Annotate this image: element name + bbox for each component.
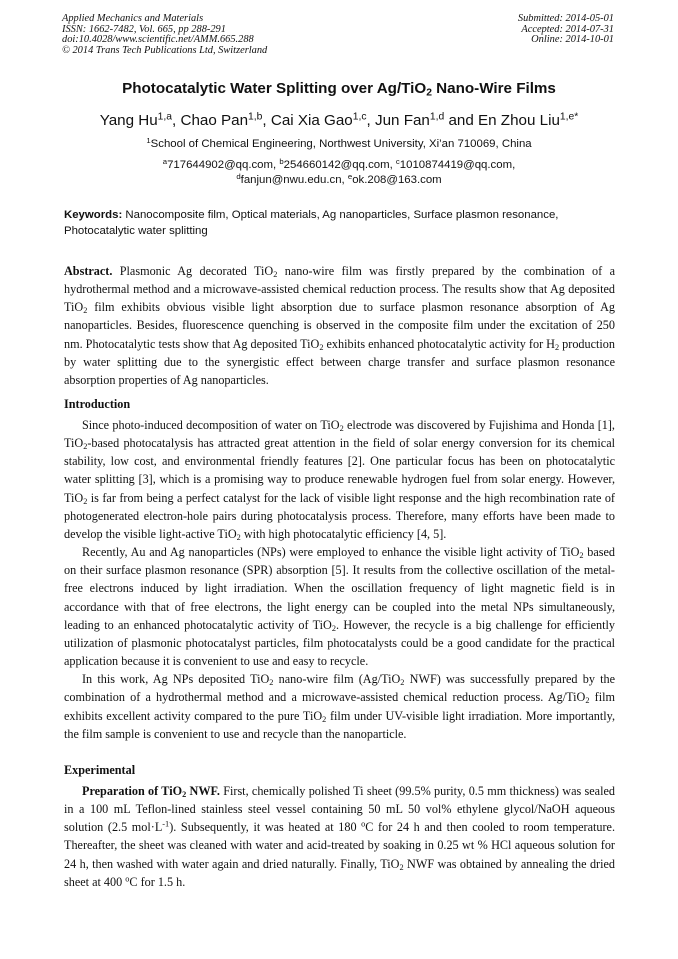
author-name: Cai Xia Gao [270,112,353,129]
author-name: Yang Hu [99,112,158,129]
introduction-paragraph: Since photo-induced decomposition of water on TiO$_2$ electrode was discovered by Fujishima and Honda [1], TiO$_2$-based photocatalysis has attracted great attention in the field of solar energy conversion for its chemical stability, low cost, and environmental friendly features [2]. One particular focus has been on photocatalytic water splitting [3], which is a promising way to produce renewable hydrogen fuel from solar energy. However, TiO$_2$ is far from being a perfect catalyst for the lack of visible light response and the high recombination rate of photogenerated electron-hole pairs during photocatalysis process. Therefore, many efforts have been made to develop the visible light-active TiO$_2$ with high photocatalytic efficiency [4, 5]. [64,418,615,542]
author-name: En Zhou Liu [478,112,560,129]
affiliation: $^1$School of Chemical Engineering, Northwest University, Xi’an 710069, China [146,135,532,150]
experimental-heading: Experimental [64,763,136,777]
experimental-body [64,782,615,891]
abstract-label: Abstract. [64,264,113,278]
online-date: Online: 2014-10-01 [531,34,614,46]
journal-copyright: © 2014 Trans Tech Publications Ltd, Switzerland [62,45,268,57]
journal-name: Applied Mechanics and Materials [62,13,204,24]
submission-dates [518,14,614,46]
paper-title: Photocatalytic Water Splitting over Ag/TiO$_2$ Nano-Wire Films [122,80,556,99]
introduction-paragraph: Recently, Au and Ag nanoparticles (NPs) were employed to enhance the visible light activity of TiO$_2$ based on their surface plasmon resonance (SPR) absorption [5]. It results from the collective oscillation of the metal-free electrons induced by light irradiation. When the oscillation frequency of light magnetic field is in accordance with that of free electrons, the light energy can be coupled into the metal NPs simultaneously, leading to an enhanced photocatalytic activity of TiO$_2$. However, the recycle is a big challenge for efficiently utilization of plasmonic photocatalyst particles, film photocatalysts could be a good candidate for the practical application because it is convenient to use and easy to recycle. [64,545,616,669]
introduction-heading: Introduction [64,397,131,411]
journal-info [62,14,267,57]
subsection-lead: Preparation of TiO$_2$ NWF. [82,784,220,800]
author-emails: $^a$717644902@qq.com, $^b$254660142@qq.com, $^c$1010874419@qq.com, $^d$fanjun@nwu.edu.cn, $^e$ok.208@163.com [162,156,516,186]
experimental-paragraph: Preparation of TiO$_2$ NWF. First, chemically polished Ti sheet (99.5% purity, 0.5 mm thickness) was sealed in a 100 mL Teflon-lined stainless steel vessel containing 50 mL 50 vol% ethylene glycol/NaOH aqueous solution (2.5 $mol\cdot L^{-1}$). Subsequently, it was heated at 180 $^o$C for 24 h and then cooled to room temperature. Thereafter, the sheet was cleaned with water and acid-treated by soaking in 0.25 wt % HCl aqueous solution for 24 h, then washed with water again and dried naturally. Finally, TiO$_2$ NWF was obtained by annealing the dried sheet at 400 $^o$C for 1.5 h. [64,784,615,889]
keywords-label: Keywords: [64,209,123,221]
abstract: Abstract. Plasmonic Ag decorated TiO$_2$ nano-wire film was firstly prepared by the combination of a hydrothermal method and a microwave-assisted chemical reduction process. The results show that Ag deposited TiO$_2$ film exhibits obvious visible light absorption due to surface plasmon resonance absorption of Ag nanoparticles. Besides, fluorescence quenching is observed in the composite film under the excitation of 250 nm. Photocatalytic tests show that Ag deposited TiO$_2$ exhibits enhanced photocatalytic activity for $H_2$ production by water splitting due to the synergistic effect between charge transfer and surface plasmon resonance absorption properties of Ag nanoparticles. [64,264,615,387]
journal-issn: ISSN: 1662-7482, Vol. 665, pp 288-291 [62,23,226,35]
submitted-date: Submitted: 2014-05-01 [517,13,614,24]
introduction-body [64,416,615,743]
author-name: Chao Pan [180,112,249,129]
journal-doi: doi:10.4028/www.scientific.net/AMM.665.288 [62,34,254,46]
introduction-paragraph: In this work, Ag NPs deposited TiO$_2$ nano-wire film (Ag/TiO$_2$ NWF) was successfully prepared by the combination of a hydrothermal method and a microwave-assisted chemical reduction process. Ag/TiO$_2$ film exhibits excellent activity compared to the pure TiO$_2$ film under UV-visible light irradiation. More importantly, the film sample is convenient to use and recycle than the nanoparticle. [64,672,615,741]
author-list: Yang Hu$^{1,a}$, Chao Pan$^{1,b}$, Cai Xia Gao$^{1,c}$, Jun Fan$^{1,d}$ and En Zhou Liu$^{1,e*}$ [99,111,579,129]
accepted-date: Accepted: 2014-07-31 [521,23,614,35]
keywords: Keywords: Nanocomposite film, Optical materials, Ag nanoparticles, Surface plasmon resonance, Photocatalytic water splitting [64,209,559,237]
author-name: Jun Fan [374,112,430,129]
